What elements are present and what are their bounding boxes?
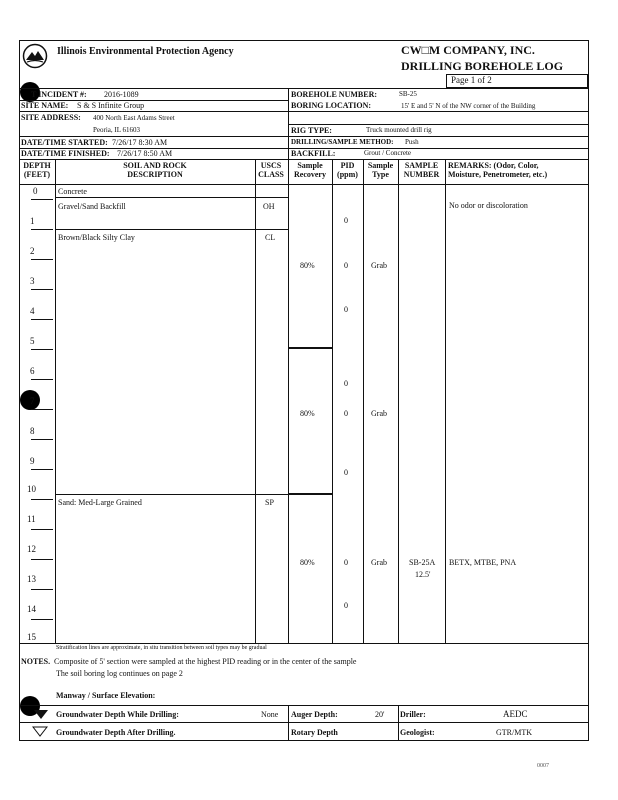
depth-label: 3	[30, 276, 35, 286]
recovery-value: 80%	[300, 261, 315, 270]
depth-tick	[31, 439, 53, 440]
pid-reading: 0	[344, 468, 348, 477]
depth-tick	[31, 619, 53, 620]
pid-reading: 0	[344, 409, 348, 418]
agency-name: Illinois Environmental Protection Agency	[57, 46, 234, 57]
sample-type: Grab	[371, 558, 387, 567]
backfill-label: BACKFILL:	[291, 149, 336, 158]
rig-type-value: Truck mounted drill rig	[366, 126, 432, 134]
sample-number-depth: 12.5'	[415, 570, 431, 579]
finish-value: 7/26/17 8:50 AM	[117, 149, 173, 158]
divider	[19, 88, 589, 89]
geologist-label: Geologist:	[400, 728, 435, 737]
divider	[19, 643, 589, 644]
depth-tick	[31, 349, 53, 350]
pid-reading: 0	[344, 379, 348, 388]
log-title: DRILLING BOREHOLE LOG	[401, 59, 564, 73]
note-line-1: Composite of 5' section were sampled at the highest PID reading or in the center of the sample	[54, 657, 357, 666]
divider	[288, 705, 289, 741]
depth-tick	[31, 289, 53, 290]
manway-label: Manway / Surface Elevation:	[56, 691, 156, 700]
sample-run-divider	[288, 347, 332, 349]
depth-tick	[31, 589, 53, 590]
depth-tick	[31, 229, 53, 230]
divider	[289, 124, 589, 125]
depth-label: 12	[27, 544, 36, 554]
depth-tick	[31, 199, 53, 200]
depth-tick	[31, 319, 53, 320]
pid-reading: 0	[344, 216, 348, 225]
divider	[332, 160, 333, 643]
depth-label: 14	[27, 604, 36, 614]
layer-description: Gravel/Sand Backfill	[58, 202, 126, 211]
layer-uscs: CL	[265, 233, 276, 242]
pid-reading: 0	[344, 558, 348, 567]
recovery-value: 80%	[300, 558, 315, 567]
geologist-value: GTR/MTK	[496, 728, 532, 737]
notes-label: NOTES.	[21, 657, 51, 666]
divider	[19, 722, 589, 723]
gw-after-label: Groundwater Depth After Drilling.	[56, 728, 176, 737]
start-label: DATE/TIME STARTED:	[21, 138, 108, 147]
col-depth-header: DEPTH (FEET)	[23, 161, 51, 179]
depth-label: 5	[30, 336, 35, 346]
company-name: CW□M COMPANY, INC.	[401, 43, 535, 57]
divider	[445, 160, 446, 643]
depth-label: 7	[30, 396, 35, 406]
start-value: 7/26/17 8:30 AM	[112, 138, 168, 147]
divider	[255, 160, 256, 643]
method-value: Push	[405, 138, 419, 146]
depth-tick	[31, 469, 53, 470]
boring-location-value: 15' E and 5' N of the NW corner of the Building	[401, 102, 536, 110]
depth-tick	[31, 529, 53, 530]
incident-value: 2016-1089	[104, 90, 139, 99]
layer-boundary	[55, 197, 288, 198]
gw-while-value: None	[261, 710, 279, 719]
divider	[19, 136, 589, 137]
divider	[363, 160, 364, 643]
divider	[19, 111, 589, 112]
depth-label: 13	[27, 574, 36, 584]
divider	[55, 160, 56, 643]
col-soil-header: SOIL AND ROCK DESCRIPTION	[123, 161, 187, 179]
sample-type: Grab	[371, 409, 387, 418]
col-pid-header: PID (ppm)	[337, 161, 358, 179]
depth-label: 2	[30, 246, 35, 256]
depth-label: 8	[30, 426, 35, 436]
divider	[288, 160, 289, 643]
auger-label: Auger Depth:	[291, 710, 338, 719]
rotary-label: Rotary Depth	[291, 728, 338, 737]
sample-number: SB-25A	[409, 558, 436, 567]
depth-tick	[31, 259, 53, 260]
incident-label: T INCIDENT #:	[31, 90, 87, 99]
water-level-solid-icon	[34, 707, 48, 725]
method-label: DRILLING/SAMPLE METHOD:	[291, 138, 394, 146]
divider	[398, 705, 399, 741]
col-uscs-header: USCS CLASS	[258, 161, 284, 179]
site-address-label: SITE ADDRESS:	[21, 113, 81, 122]
site-address-line2: Peoria, IL 61603	[93, 126, 140, 134]
depth-tick	[31, 379, 53, 380]
gw-while-label: Groundwater Depth While Drilling:	[56, 710, 179, 719]
depth-label: 10	[27, 484, 36, 494]
col-sample-type-header: Sample Type	[367, 161, 394, 179]
agency-logo-icon	[22, 43, 48, 69]
page-mark: 0007	[537, 763, 549, 769]
depth-label: 15	[27, 632, 36, 642]
pid-reading: 0	[344, 305, 348, 314]
col-recovery-header: Sample Recovery	[294, 161, 326, 179]
backfill-value: Grout / Concrete	[364, 149, 412, 157]
finish-label: DATE/TIME FINISHED:	[21, 149, 110, 158]
layer-description: Brown/Black Silty Clay	[58, 233, 135, 242]
rig-type-label: RIG TYPE:	[291, 126, 332, 135]
depth-tick	[31, 559, 53, 560]
borehole-label: BOREHOLE NUMBER:	[291, 90, 378, 99]
layer-description: Sand: Med-Large Grained	[58, 498, 142, 507]
stratification-note: Stratification lines are approximate, in situ transition between soil types may be gradual	[56, 645, 267, 651]
col-sample-number-header: SAMPLE NUMBER	[403, 161, 440, 179]
site-address-line1: 400 North East Adams Street	[93, 114, 175, 122]
recovery-value: 80%	[300, 409, 315, 418]
layer-description: Concrete	[58, 187, 87, 196]
driller-label: Driller:	[400, 710, 426, 719]
note-line-2: The soil boring log continues on page 2	[56, 669, 183, 678]
depth-label: 9	[30, 456, 35, 466]
borehole-value: SB-25	[399, 90, 417, 98]
layer-boundary	[55, 494, 288, 495]
site-name-label: SITE NAME:	[21, 101, 69, 110]
depth-tick	[31, 499, 53, 500]
depth-label: 0	[33, 186, 38, 196]
depth-tick	[31, 409, 53, 410]
col-remarks-header: REMARKS: (Odor, Color, Moisture, Penetrometer, etc.)	[448, 161, 548, 179]
layer-boundary	[55, 229, 288, 230]
driller-value: AEDC	[503, 709, 528, 719]
sample-run-divider	[288, 493, 332, 495]
divider	[398, 160, 399, 643]
depth-label: 6	[30, 366, 35, 376]
depth-label: 1	[30, 216, 35, 226]
divider	[19, 705, 589, 706]
remark-top: No odor or discoloration	[449, 201, 528, 210]
depth-label: 4	[30, 306, 35, 316]
site-name-value: S & S Infinite Group	[77, 101, 145, 110]
divider	[19, 159, 589, 160]
sample-remark: BETX, MTBE, PNA	[449, 558, 517, 567]
boring-location-label: BORING LOCATION:	[291, 101, 372, 110]
pid-reading: 0	[344, 601, 348, 610]
pid-reading: 0	[344, 261, 348, 270]
layer-uscs: SP	[265, 498, 274, 507]
divider	[288, 88, 289, 160]
depth-label: 11	[27, 514, 36, 524]
auger-value: 20'	[375, 710, 385, 719]
sample-type: Grab	[371, 261, 387, 270]
water-level-hollow-icon	[32, 724, 48, 742]
page-number: Page 1 of 2	[451, 75, 492, 85]
divider	[19, 184, 589, 185]
layer-uscs: OH	[263, 202, 275, 211]
